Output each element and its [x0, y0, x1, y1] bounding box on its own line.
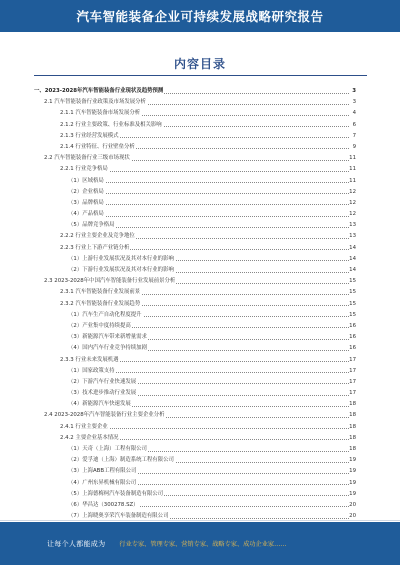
toc-leader-dots [68, 182, 349, 183]
toc-entry-label: （1）国家政策支持 [68, 366, 116, 377]
toc-leader-dots [68, 193, 349, 194]
toc-entry-label: （1）区域格局 [68, 176, 105, 187]
toc-entry-page: 12 [349, 188, 356, 195]
toc-entry[interactable] [34, 299, 356, 310]
toc-entry-label: 2.3 2023-2028年中国汽车智能装备行业发展前景分析 [44, 276, 176, 287]
toc-entry-page: 19 [349, 479, 356, 486]
toc-entry[interactable] [34, 377, 356, 388]
toc-entry-page: 11 [349, 177, 356, 184]
toc-entry-page: 19 [349, 468, 356, 475]
toc-entry-label: 2.2.1 行业竞争格局 [60, 164, 109, 175]
toc-entry-label: 2.4.1 行业主要企业 [60, 422, 109, 433]
toc-entry-label: （1）天奇（上海）工程有限公司 [68, 444, 148, 455]
toc-entry-page: 15 [349, 289, 356, 296]
toc-entry-label: （1）汽车生产自动化程度提升 [68, 310, 143, 321]
toc-entry-label: （6）华昌达（300278.SZ） [68, 500, 140, 511]
toc-leader-dots [68, 204, 349, 205]
toc-entry[interactable] [34, 332, 356, 343]
toc-entry-page: 11 [349, 155, 356, 162]
toc-entry-page: 3 [352, 99, 356, 106]
footer-slogan: 让每个人都能成为 [47, 539, 106, 548]
page-footer [0, 522, 400, 565]
toc-entry-page: 19 [349, 457, 356, 464]
toc-entry-page: 12 [349, 211, 356, 218]
toc-entry[interactable] [34, 388, 356, 399]
toc-entry-label: （2）企业格局 [68, 187, 105, 198]
toc-entry-page: 13 [349, 233, 356, 240]
toc-entry-label: 2.3.1 汽车智能装备行业发展前景 [60, 287, 141, 298]
toc-entry-label: 2.2.3 行业上下游产业链分析 [60, 243, 130, 254]
toc-entry[interactable] [34, 489, 356, 500]
toc-entry-label: （7）上海晓奥享荣汽车装备制造有限公司 [68, 511, 169, 522]
toc-entry-page: 11 [349, 166, 356, 173]
toc-entry[interactable] [34, 366, 356, 377]
toc-entry-label: （3）新能源汽车带来新增量需求 [68, 332, 148, 343]
toc-entry-label: （3）上海ABB工程有限公司 [68, 466, 137, 477]
table-of-contents [34, 86, 356, 534]
toc-entry-page: 17 [349, 378, 356, 385]
toc-entry[interactable] [34, 220, 356, 231]
toc-entry-page: 7 [352, 132, 356, 139]
toc-entry-page: 13 [349, 222, 356, 229]
toc-entry-label: 2.1.1 汽车智能装备市场发展分析 [60, 108, 141, 119]
toc-entry-label: 2.3.3 行业未来发展机遇 [60, 355, 120, 366]
toc-entry-label: （5）上海德梅柯汽车装备制造有限公司 [68, 489, 164, 500]
toc-entry-label: （5）品牌竞争格局 [68, 220, 116, 231]
toc-entry-label: （4）产品格局 [68, 209, 105, 220]
toc-leader-dots [68, 216, 349, 217]
toc-entry[interactable] [34, 500, 356, 511]
toc-entry-page: 6 [352, 121, 356, 128]
toc-entry[interactable] [34, 276, 356, 287]
toc-entry-page: 15 [349, 300, 356, 307]
toc-entry[interactable] [34, 478, 356, 489]
toc-entry-page: 19 [349, 490, 356, 497]
toc-entry-page: 12 [349, 199, 356, 206]
toc-entry[interactable] [34, 187, 356, 198]
toc-entry[interactable] [34, 355, 356, 366]
toc-entry-label: 2.1.2 行业主要政策、行业标准及相关影响 [60, 120, 163, 131]
toc-entry-page: 14 [349, 267, 356, 273]
report-title: 汽车智能装备企业可持续发展战略研究报告 [76, 9, 324, 24]
toc-entry[interactable] [34, 321, 356, 332]
toc-entry-page: 20 [349, 513, 356, 520]
toc-entry[interactable] [34, 466, 356, 477]
toc-entry-label: （2）下游汽车行业快速发展 [68, 377, 137, 388]
toc-entry-page: 17 [349, 367, 356, 374]
toc-entry[interactable] [34, 231, 356, 242]
toc-entry-label: （3）技术进步推动行业发展 [68, 388, 137, 399]
toc-entry[interactable] [34, 209, 356, 220]
toc-entry-label: （2）爱孚迪（上海）制造系统工程有限公司 [68, 455, 175, 466]
toc-entry[interactable] [34, 422, 356, 433]
toc-entry[interactable] [34, 243, 356, 254]
toc-entry-page: 18 [349, 434, 356, 441]
toc-entry-page: 17 [349, 390, 356, 397]
toc-entry-label: 2.1.3 行业经营发展模式 [60, 131, 120, 142]
toc-entry-label: 2.3.2 汽车智能装备行业发展趋势 [60, 299, 141, 310]
toc-entry-label: （3）品牌格局 [68, 198, 105, 209]
toc-entry-page: 15 [349, 278, 356, 285]
toc-entry[interactable] [34, 176, 356, 187]
toc-entry[interactable] [34, 153, 356, 164]
toc-entry[interactable] [34, 310, 356, 321]
toc-entry-page: 16 [349, 334, 356, 341]
report-header [0, 0, 400, 32]
toc-entry[interactable] [34, 410, 356, 421]
toc-entry-label: （4）新能源汽车快速发展 [68, 399, 132, 410]
toc-entry[interactable] [34, 142, 356, 153]
toc-entry[interactable] [34, 86, 356, 97]
toc-entry-label: （2）产业集中度持续提高 [68, 321, 132, 332]
toc-entry-page: 9 [352, 143, 356, 150]
toc-entry[interactable] [34, 265, 356, 276]
toc-entry[interactable] [34, 164, 356, 175]
toc-entry-page: 4 [352, 110, 356, 117]
toc-entry-page: 18 [349, 412, 356, 419]
toc-entry[interactable] [34, 97, 356, 108]
toc-entry-label: 2.1 汽车智能装备行业政策及市场发展分析 [44, 97, 147, 108]
toc-entry-label: 2.1.4 行业特征、行业壁垒分析 [60, 142, 136, 153]
toc-entry[interactable] [34, 343, 356, 354]
toc-entry-page: 18 [349, 423, 356, 430]
toc-entry-label: （2）下游行业发展状况及其对本行业的影响 [68, 265, 175, 276]
toc-entry-label: （4）国内汽车行业竞争持续加剧 [68, 343, 148, 354]
toc-entry-label: 2.4 2023-2028年汽车智能装备行业主要企业分析 [44, 410, 166, 421]
toc-entry-page: 16 [349, 322, 356, 329]
toc-entry-page: 20 [349, 501, 356, 508]
toc-entry[interactable] [34, 131, 356, 142]
toc-entry[interactable] [34, 254, 356, 265]
toc-entry[interactable] [34, 108, 356, 119]
toc-entry-page: 3 [352, 88, 356, 94]
toc-heading: 内容目录 [173, 57, 226, 71]
toc-entry-page: 16 [349, 345, 356, 352]
toc-entry-page: 17 [349, 356, 356, 363]
toc-divider [34, 75, 367, 76]
toc-entry-label: 2.4.2 主要企业基本情况 [60, 433, 120, 444]
toc-entry-page: 14 [349, 244, 356, 251]
toc-entry[interactable] [34, 399, 356, 410]
toc-entry-page: 18 [349, 401, 356, 408]
toc-entry-label: 2.2 汽车智能装备行业三级市场现状 [44, 153, 131, 164]
toc-entry-page: 18 [349, 446, 356, 452]
toc-entry[interactable] [34, 444, 356, 455]
toc-entry-page: 14 [349, 255, 356, 262]
toc-entry[interactable] [34, 120, 356, 131]
toc-entry[interactable] [34, 287, 356, 298]
toc-entry-label: （1）上游行业发展状况及其对本行业的影响 [68, 254, 175, 265]
toc-entry[interactable] [34, 433, 356, 444]
toc-entry[interactable] [34, 455, 356, 466]
toc-entry-label: 2.2.2 行业主要企业及竞争地位 [60, 231, 136, 242]
toc-entry-page: 15 [349, 311, 356, 318]
toc-entry-label: （4）广州东昇机械有限公司 [68, 478, 137, 489]
footer-divider [0, 520, 400, 521]
footer-roles: 行业专家、管理专家、营销专家、战略专家、成功企业家…… [119, 541, 287, 548]
toc-entry-label: 一、2023-2028年汽车智能装备行业现状及趋势预测 [34, 86, 164, 97]
toc-entry[interactable] [34, 198, 356, 209]
